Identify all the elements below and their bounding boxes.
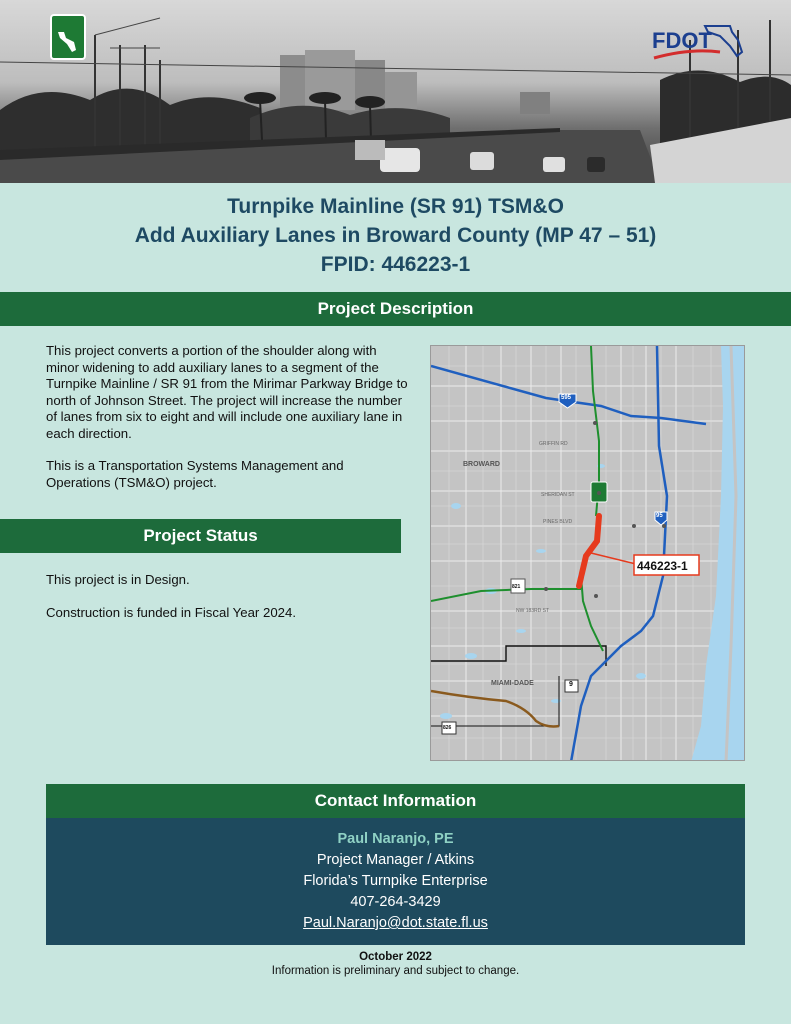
title-line-1: Turnpike Mainline (SR 91) TSM&O (227, 195, 564, 218)
map-label-miami-dade: MIAMI-DADE (491, 680, 534, 687)
map-shield-826-label: 826 (443, 725, 452, 731)
map-shield-9-label: 9 (569, 681, 573, 688)
contact-email-link[interactable]: Paul.Naranjo@dot.state.fl.us (303, 915, 488, 931)
map-shield-821-label: 821 (512, 584, 521, 590)
project-status-body (46, 572, 386, 637)
map-callout-label: 446223-1 (637, 559, 688, 573)
map-label-nw-183rd: NW 183RD ST (516, 608, 550, 614)
turnpike-logo-icon (50, 14, 86, 60)
title-line-3: FPID: 446223-1 (320, 253, 471, 276)
contact-organization: Florida’s Turnpike Enterprise (303, 873, 488, 889)
map-label-broward: BROWARD (463, 461, 500, 468)
footer-note: Information is preliminary and subject to change. (271, 965, 520, 977)
contact-name: Paul Naranjo, PE (337, 831, 454, 847)
contact-phone: 407-264-3429 (350, 894, 441, 910)
map-label-griffin-rd: GRIFFIN RD (539, 441, 568, 447)
project-status-heading: Project Status (0, 519, 401, 553)
header-photo (0, 0, 791, 183)
status-line-1: This project is in Design. (46, 572, 190, 587)
map-shield-95-label: 95 (656, 513, 663, 519)
footer (0, 950, 791, 978)
contact-information-heading: Contact Information (46, 784, 745, 818)
project-description-body (46, 343, 408, 507)
description-paragraph-2: This is a Transportation Systems Management and Operations (TSM&O) project. (46, 458, 344, 490)
title-line-2: Add Auxiliary Lanes in Broward County (MP 47 – 51) (134, 224, 657, 247)
project-location-map (430, 345, 745, 761)
page-title (0, 192, 791, 279)
project-description-heading: Project Description (0, 292, 791, 326)
map-shield-595-label: 595 (561, 395, 572, 401)
map-label-pines-blvd: PINES BLVD (543, 519, 573, 525)
description-paragraph-1: This project converts a portion of the shoulder along with minor widening to add auxiliary lanes to a segment of the Turnpike Mainline / SR 91 from the Mirimar Parkway Bridge to north of Johnson Street. The project will increase the number of lanes from six to eight and will include one auxiliary lane in each direction. (46, 343, 408, 441)
map-label-sheridan-st: SHERIDAN ST (541, 492, 575, 498)
contact-role: Project Manager / Atkins (316, 852, 475, 868)
contact-information-body (46, 818, 745, 945)
fdot-logo: FDOT (650, 22, 745, 62)
footer-date: October 2022 (359, 951, 432, 963)
status-line-2: Construction is funded in Fiscal Year 2024. (46, 604, 296, 620)
